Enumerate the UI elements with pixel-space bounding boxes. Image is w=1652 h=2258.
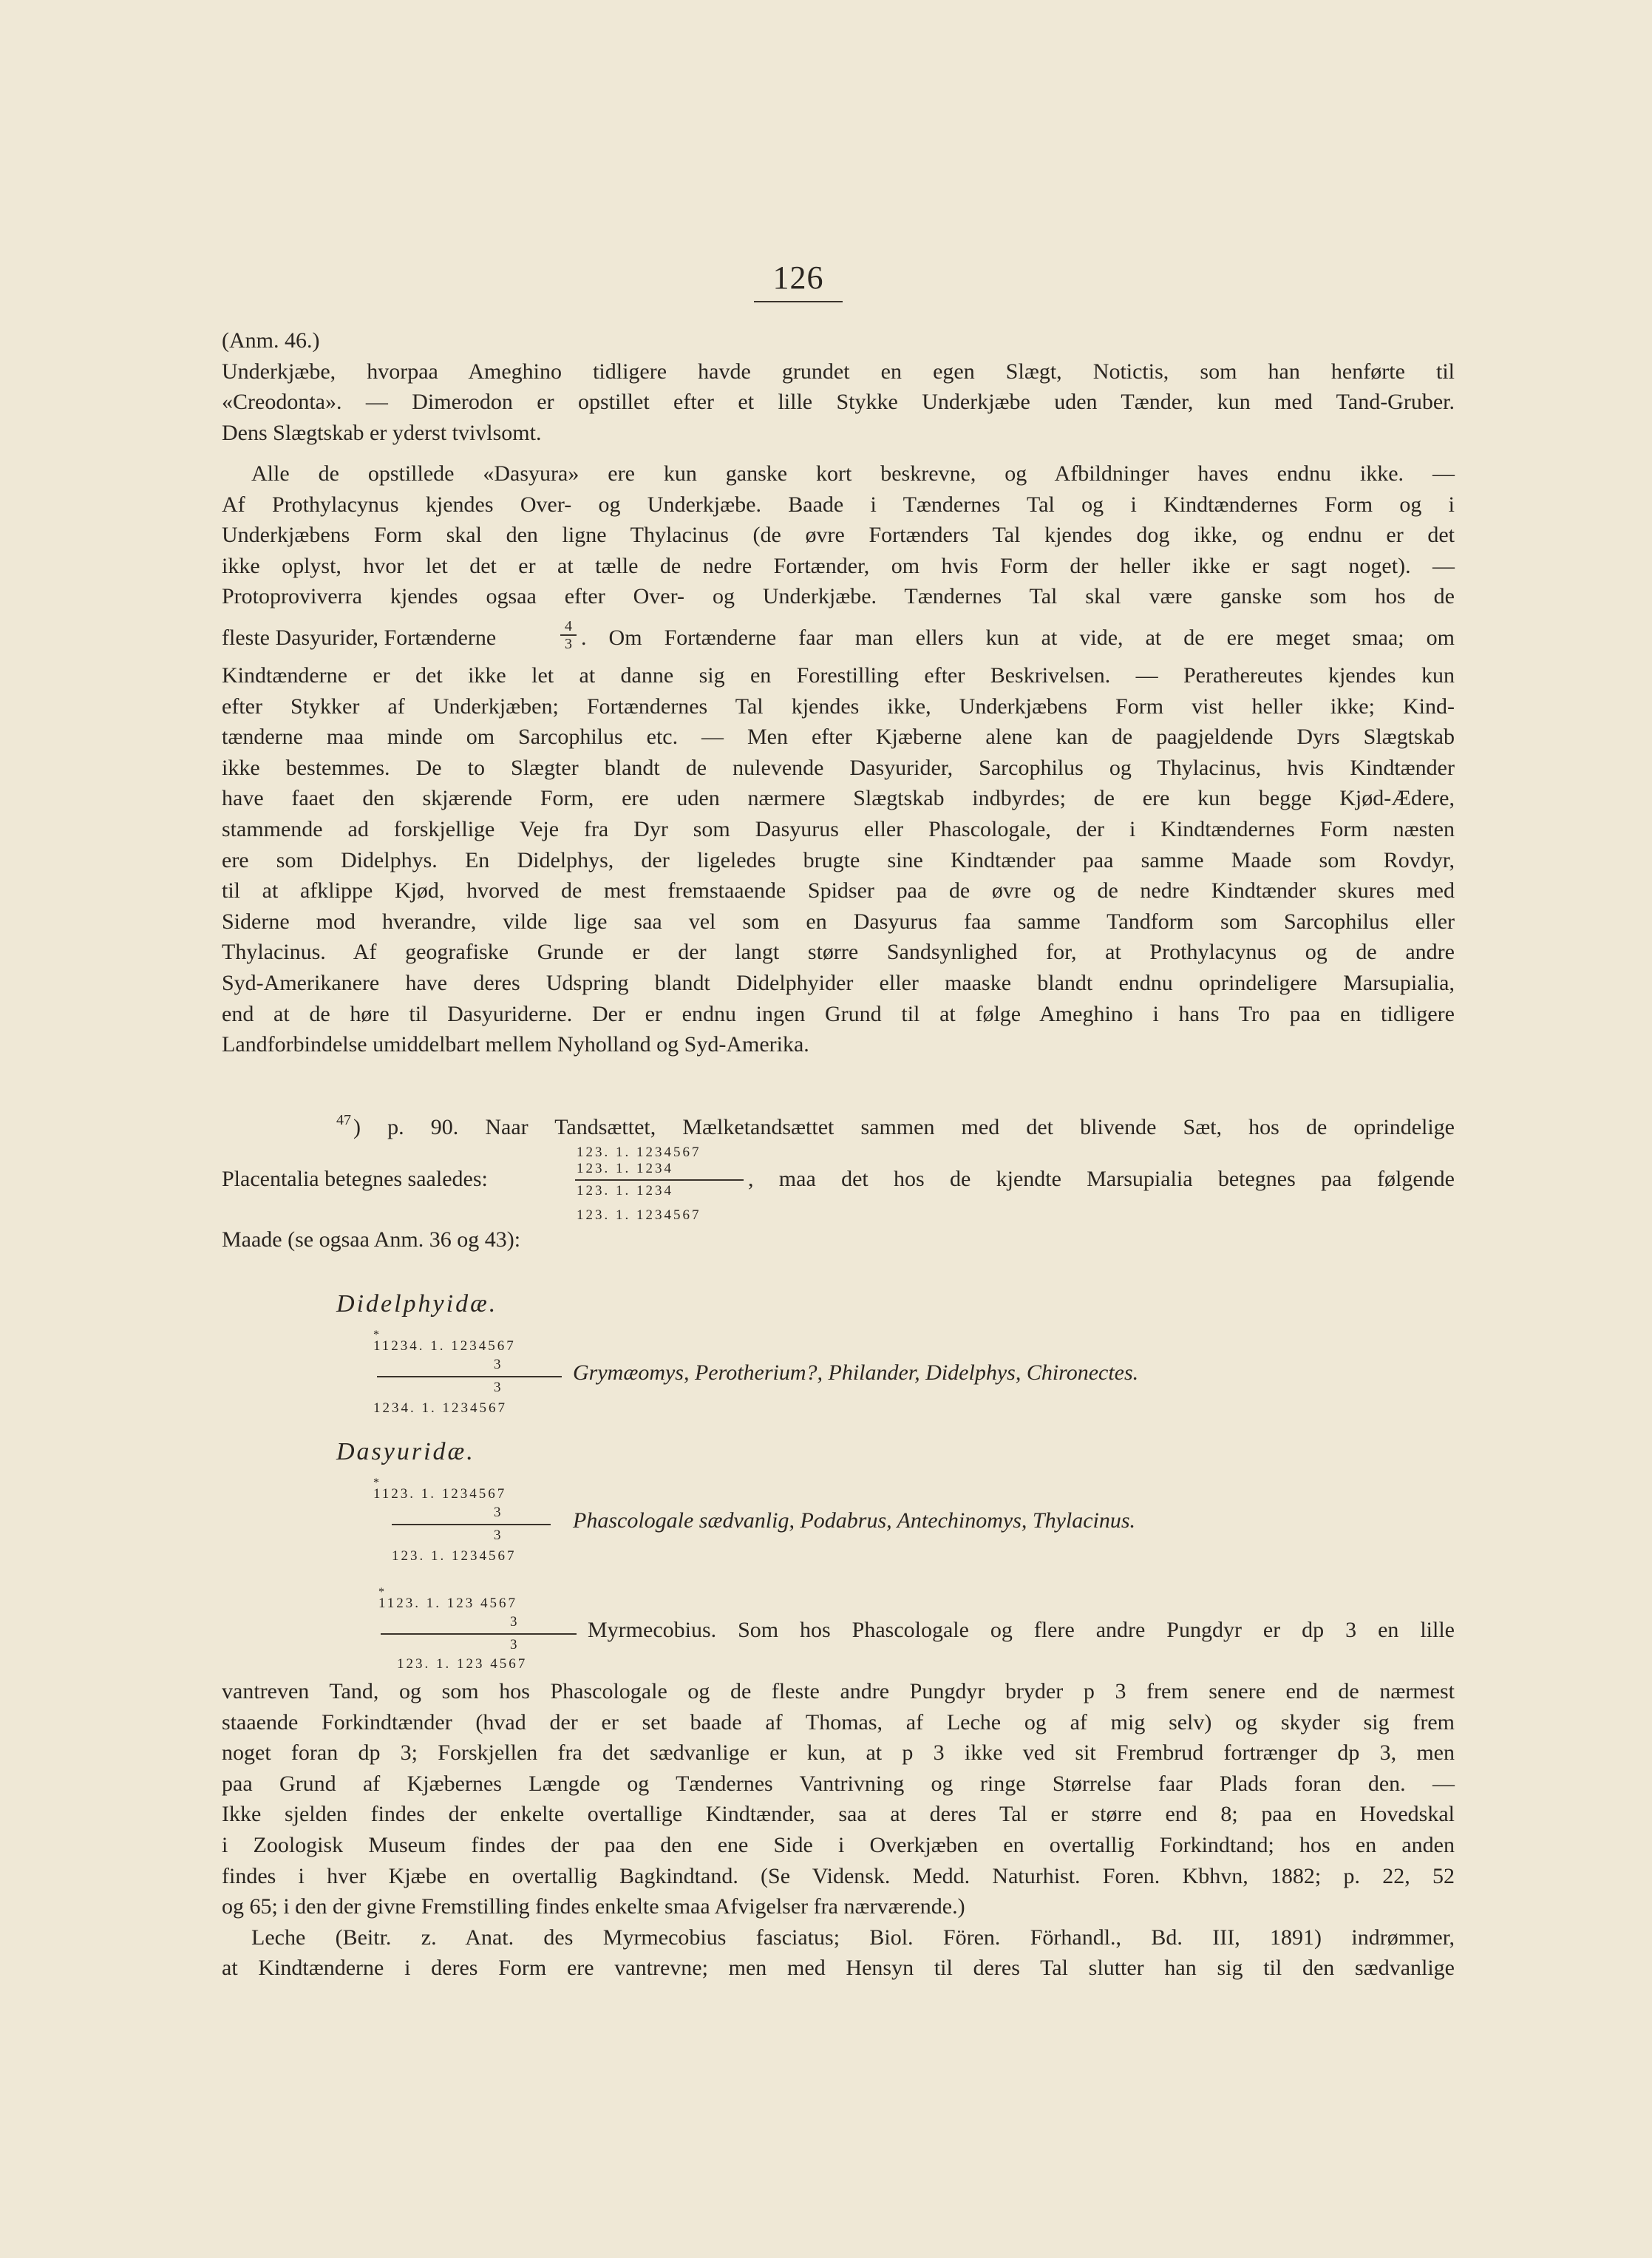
text-line: have faaet den skjærende Form, ere uden nærmere Slægtskab indbyrdes; de ere kun begge Kjød-Ædere, <box>222 786 1455 811</box>
formula-row: 11234. 1. 1234567 <box>373 1338 516 1354</box>
text-line: (Anm. 46.) <box>222 328 320 353</box>
text-line <box>222 1167 488 1192</box>
text-line: Thylacinus. Af geografiske Grunde er der langt større Sandsynlighed for, at Prothylacynus og de andre <box>222 940 1455 965</box>
paragraph-2-cont <box>222 660 1455 1060</box>
formula-row: 1234. 1. 1234567 <box>373 1400 507 1416</box>
formula-star: * <box>373 1476 381 1489</box>
formula-bar <box>575 1179 744 1181</box>
incisor-fraction <box>560 618 577 652</box>
formula-row: 123. 1. 123 4567 <box>397 1656 528 1672</box>
text-line: Protoproviverra kjendes ogsaa efter Over- og Underkjæbe. Tændernes Tal skal være ganske som hos de <box>222 584 1455 609</box>
formula-bar <box>392 1524 551 1525</box>
placentalia-label: Placentalia betegnes saaledes: <box>222 1167 488 1191</box>
text-line: ikke oplyst, hvor let det er at tælle de nedre Fortænder, om hvis Form der heller ikke er sagt noget). — <box>222 553 1455 578</box>
fraction-denominator: 3 <box>565 636 572 652</box>
text-line: paa Grund af Kjæbernes Længde og Tændernes Vantrivning og ringe Størrelse faar Plads foran den. — <box>222 1771 1455 1796</box>
text-line: Myrmecobius. Som hos Phascologale og flere andre Pungdyr er dp 3 en lille <box>588 1618 1455 1642</box>
text-line: til at afklippe Kjød, hvorved de mest fremstaaende Spidser paa de øvre og de nedre Kindtænder skures med <box>222 878 1455 903</box>
formula-row: 123. 1. 1234 <box>577 1161 673 1176</box>
text-line: Syd-Amerikanere have deres Udspring blandt Didelphyider eller maaske blandt endnu oprindeligere Marsupialia, <box>222 970 1455 995</box>
text-line: Dens Slægtskab er yderst tvivlsomt. <box>222 420 542 445</box>
text-line-fraction-left: fleste Dasyurider, Fortænderne <box>222 625 497 650</box>
genera-list: Grymæomys, Perotherium?, Philander, Didelphys, Chironectes. <box>573 1360 1139 1385</box>
formula-star: * <box>373 1329 381 1341</box>
fraction-numerator: 4 <box>565 618 572 634</box>
family-heading: Didelphyidæ. <box>336 1290 498 1318</box>
text-line: efter Stykker af Underkjæben; Fortændernes Tal kjendes ikke, Underkjæbens Form vist heller ikke; Kind- <box>222 694 1455 719</box>
paragraph-1 <box>222 325 1455 448</box>
text-line: ikke bestemmes. De to Slægter blandt de nulevende Dasyurider, Sarcophilus og Thylacinus, hvis Kindtænder <box>222 755 1455 780</box>
text-line: «Creodonta». — Dimerodon er opstillet efter et lille Stykke Underkjæbe uden Tænder, kun med Tand-Gruber. <box>222 390 1455 415</box>
formula-row: 123. 1. 1234 <box>577 1183 673 1198</box>
paragraph-2 <box>222 458 1455 612</box>
formula-row: 3 <box>494 1357 503 1372</box>
text-line: Underkjæbe, hvorpaa Ameghino tidligere havde grundet en egen Slægt, Notictis, som han henførte til <box>222 359 1455 384</box>
text-line: vantreven Tand, og som hos Phascologale og de fleste andre Pungdyr bryder p 3 frem senere end de nærmest <box>222 1679 1455 1703</box>
text-line: findes i hver Kjæbe en overtallig Bagkindtand. (Se Vidensk. Medd. Naturhist. Foren. Kbhvn, 1882; p. 22, 52 <box>222 1863 1455 1888</box>
text-line: Alle de opstillede «Dasyura» ere kun ganske kort beskrevne, og Afbildninger haves endnu ikke. — <box>251 461 1455 486</box>
page-number: 126 <box>754 259 843 302</box>
family-heading: Dasyuridæ. <box>336 1438 475 1465</box>
text-line: at Kindtænderne i deres Form ere vantrevne; men med Hensyn til deres Tal slutter han sig til den sædvanlige <box>222 1956 1455 1981</box>
text-line-fraction-right: . Om Fortænderne faar man ellers kun at vide, at de ere meget smaa; om <box>581 625 1455 650</box>
text-line: end at de høre til Dasyuriderne. Der er endnu ingen Grund til at følge Ameghino i hans Tro paa en tidligere <box>222 1001 1455 1026</box>
genera-list: Phascologale sædvanlig, Podabrus, Antechinomys, Thylacinus. <box>573 1508 1136 1533</box>
formula-row: 1123. 1. 1234567 <box>373 1486 507 1502</box>
formula-row: 3 <box>494 1505 503 1520</box>
text-line: , maa det hos de kjendte Marsupialia betegnes paa følgende <box>748 1167 1455 1191</box>
text-line: staaende Forkindtænder (hvad der er set baade af Thomas, af Leche og af mig selv) og skyder sig frem <box>222 1709 1455 1735</box>
text-line: noget foran dp 3; Forskjellen fra det sædvanlige er kun, at p 3 ikke ved sit Frembrud fortrænger dp 3, men <box>222 1740 1455 1766</box>
formula-bar <box>381 1633 577 1635</box>
text-line: Maade (se ogsaa Anm. 36 og 43): <box>222 1227 521 1252</box>
text-line: Af Prothylacynus kjendes Over- og Underkjæbe. Baade i Tændernes Tal og i Kindtændernes Form og i <box>222 492 1455 517</box>
formula-row: 123. 1. 1234567 <box>392 1548 517 1564</box>
formula-row: 3 <box>494 1380 503 1395</box>
text-line: ere som Didelphys. En Didelphys, der ligeledes brugte sine Kindtænder paa samme Maade som Rovdyr, <box>222 847 1455 872</box>
text-line: Underkjæbens Form skal den ligne Thylacinus (de øvre Fortænders Tal kjendes dog ikke, og endnu er det <box>222 523 1455 548</box>
text-line: ) p. 90. Naar Tandsættet, Mælketandsættet sammen med det blivende Sæt, hos de oprindelige <box>353 1115 1455 1139</box>
text-line: og 65; i den der givne Fremstilling findes enkelte smaa Afvigelser fra nærværende.) <box>222 1894 965 1919</box>
text-line: Siderne mod hverandre, vilde lige saa vel som en Dasyurus faa samme Tandform som Sarcophilus eller <box>222 909 1455 934</box>
formula-row: 123. 1. 1234567 <box>577 1207 701 1223</box>
text-line: Ikke sjelden findes der enkelte overtallige Kindtænder, saa at deres Tal er større end 8; paa en Hovedskal <box>222 1802 1455 1827</box>
text-line: i Zoologisk Museum findes der paa den ene Side i Overkjæben en overtallig Forkindtand; hos en anden <box>222 1832 1455 1857</box>
text-line: stammende ad forskjellige Veje fra Dyr som Dasyurus eller Phascologale, der i Kindtændernes Form næsten <box>222 816 1455 841</box>
text-line: Landforbindelse umiddelbart mellem Nyholland og Syd-Amerika. <box>222 1032 809 1057</box>
formula-bar <box>377 1376 562 1377</box>
footnote-mark: 47 <box>336 1112 351 1128</box>
text-line: Kindtænderne er det ikke let at danne sig en Forestilling efter Beskrivelsen. — Perathereutes kjendes kun <box>222 663 1455 688</box>
paragraph-3 <box>222 1676 1455 1984</box>
formula-star: * <box>378 1586 387 1598</box>
formula-row: 1123. 1. 123 4567 <box>378 1596 518 1611</box>
text-line: Leche (Beitr. z. Anat. des Myrmecobius fasciatus; Biol. Fören. Förhandl., Bd. III, 1891) indrømmer, <box>251 1925 1455 1950</box>
formula-row: 123. 1. 1234567 <box>577 1145 701 1160</box>
formula-row: 3 <box>510 1637 520 1652</box>
formula-row: 3 <box>510 1614 520 1630</box>
formula-row: 3 <box>494 1528 503 1543</box>
text-line: tænderne maa minde om Sarcophilus etc. — Men efter Kjæberne alene kan de paagjeldende Dyrs Slægtskab <box>222 725 1455 750</box>
